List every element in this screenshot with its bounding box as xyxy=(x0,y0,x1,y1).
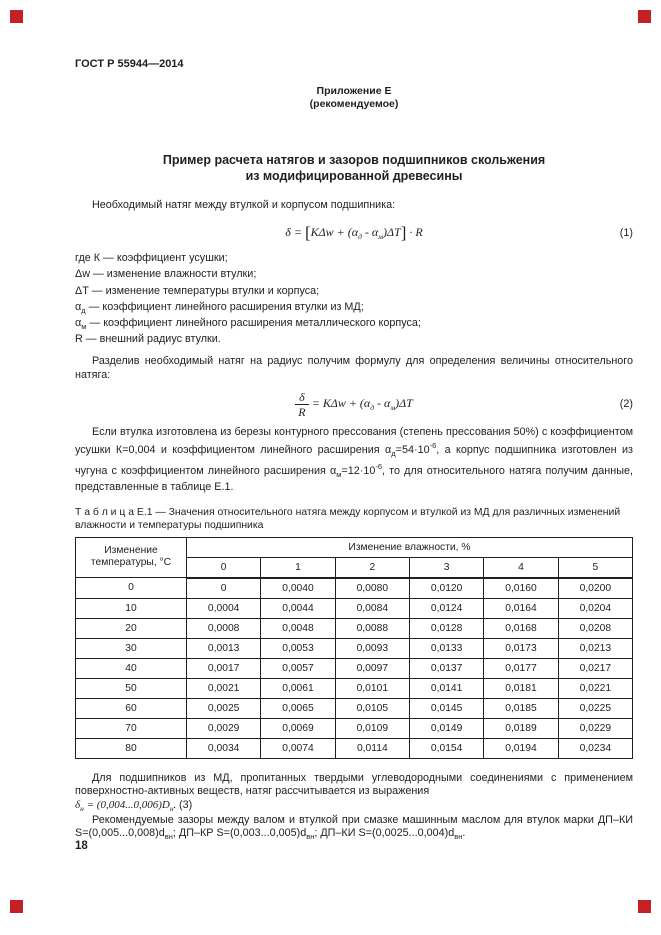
formula-2-number: (2) xyxy=(619,398,633,411)
formula-1-row xyxy=(75,223,633,243)
cell-value: 0,0145 xyxy=(409,698,483,718)
cell-value: 0,0029 xyxy=(187,718,261,738)
cell-value: 0,0057 xyxy=(261,658,335,678)
table-subheader: 3 xyxy=(409,557,483,578)
cell-temperature: 30 xyxy=(76,638,187,658)
text-segment: α xyxy=(75,317,82,330)
birch-paragraph xyxy=(75,426,633,495)
text-segment: = (0,004...0,006)D xyxy=(83,799,170,812)
cell-value: 0,0093 xyxy=(335,638,409,658)
text-segment: ΔТ — изменение температуры втулки и корпуса; xyxy=(75,284,320,297)
text-segment: α xyxy=(75,300,82,313)
subscript: м xyxy=(390,403,396,413)
close-bracket: ] xyxy=(400,223,407,243)
cell-value: 0,0053 xyxy=(261,638,335,658)
subscript: н xyxy=(169,804,174,814)
table-header-row xyxy=(76,537,633,557)
cell-value: 0,0181 xyxy=(484,678,558,698)
text-segment: =54·10 xyxy=(395,444,430,457)
cell-value: 0,0120 xyxy=(409,578,483,599)
cell-temperature: 40 xyxy=(76,658,187,678)
cell-value: 0 xyxy=(187,578,261,599)
cell-temperature: 50 xyxy=(76,678,187,698)
cell-value: 0,0154 xyxy=(409,738,483,758)
table-subheader: 0 xyxy=(187,557,261,578)
text-segment: Рекомендуемые зазоры между валом и втулкой при смазке машинным маслом для втулок марки ДП–КИ S=(0,005...0,008)d xyxy=(75,814,633,840)
cell-temperature: 10 xyxy=(76,598,187,618)
text-segment: =12·10 xyxy=(341,465,376,478)
cell-value: 0,0034 xyxy=(187,738,261,758)
cell-value: 0,0225 xyxy=(558,698,632,718)
cell-value: 0,0194 xyxy=(484,738,558,758)
cell-value: 0,0213 xyxy=(558,638,632,658)
doc-number: ГОСТ Р 55944—2014 xyxy=(75,58,184,70)
table-subheader: 1 xyxy=(261,557,335,578)
formula-1-number: (1) xyxy=(619,227,633,240)
text-segment: Δw — изменение влажности втулки; xyxy=(75,268,257,281)
fraction-denominator: R xyxy=(298,404,306,419)
table-caption: Т а б л и ц а Е.1 — Значения относительного натяга между корпусом и втулкой из МД для различных изменений влажности и температуры подшипника xyxy=(75,506,621,531)
cell-value: 0,0069 xyxy=(261,718,335,738)
text-segment: - α xyxy=(374,396,391,411)
subscript: вн xyxy=(164,832,173,842)
superscript: -6 xyxy=(429,441,437,451)
cell-value: 0,0017 xyxy=(187,658,261,678)
table-row xyxy=(76,618,633,638)
definition-item xyxy=(75,285,633,301)
cell-value: 0,0204 xyxy=(558,598,632,618)
table-row xyxy=(76,678,633,698)
cell-value: 0,0168 xyxy=(484,618,558,638)
table-header-humidity-group: Изменение влажности, % xyxy=(187,537,633,557)
text-segment: Если втулка изготовлена из березы контурного прессования (степень прессования 50%) с коэффициентом усушки К=0,004 и коэффициентом линейного расширения α xyxy=(75,425,633,457)
subscript: д xyxy=(391,449,396,459)
impregnated-paragraph: Для подшипников из МД, пропитанных твердыми углеводородными соединениями с применением поверхностно-активных веществ, натяг рассчитывается из выражения xyxy=(75,771,633,797)
table-header-temperature xyxy=(76,537,187,578)
formula-3-row xyxy=(75,799,633,813)
cell-temperature: 70 xyxy=(76,718,187,738)
page-number: 18 xyxy=(75,840,88,852)
text-segment: = КΔw + (α xyxy=(308,396,371,411)
cell-value: 0,0101 xyxy=(335,678,409,698)
cell-value: 0,0080 xyxy=(335,578,409,599)
cell-value: 0,0177 xyxy=(484,658,558,678)
intro-paragraph: Необходимый натяг между втулкой и корпусом подшипника: xyxy=(92,199,396,211)
cell-value: 0,0114 xyxy=(335,738,409,758)
formula-3 xyxy=(75,799,180,814)
text-segment: R — внешний радиус втулки. xyxy=(75,333,221,346)
registration-mark-top-left xyxy=(10,10,23,23)
registration-mark-bottom-right xyxy=(638,900,651,913)
definitions-list xyxy=(75,252,633,349)
subscript: д xyxy=(358,232,362,242)
cell-value: 0,0004 xyxy=(187,598,261,618)
text-segment: , то для относительного натяга получим данные, представленные в таблице Е.1. xyxy=(75,465,633,494)
text-segment: )ΔТ xyxy=(382,225,401,240)
superscript: -6 xyxy=(375,462,383,472)
divide-paragraph: Разделив необходимый натяг на радиус получим формулу для определения величины относительного натяга: xyxy=(75,355,633,381)
registration-mark-bottom-left xyxy=(10,900,23,913)
text-segment: δ = xyxy=(285,225,305,240)
registration-mark-top-right xyxy=(638,10,651,23)
text-segment: КΔw + (α xyxy=(310,225,359,240)
text-segment: . xyxy=(462,827,466,840)
text-segment: — коэффициент линейного расширения втулки из МД; xyxy=(85,300,364,313)
cell-value: 0,0141 xyxy=(409,678,483,698)
cell-value: 0,0061 xyxy=(261,678,335,698)
cell-value: 0,0133 xyxy=(409,638,483,658)
subscript: вн xyxy=(454,832,463,842)
subscript: м xyxy=(81,322,87,332)
cell-temperature: 20 xyxy=(76,618,187,638)
subscript: м xyxy=(336,470,342,480)
cell-value: 0,0164 xyxy=(484,598,558,618)
text-segment: - α xyxy=(361,225,379,240)
cell-value: 0,0084 xyxy=(335,598,409,618)
open-bracket: [ xyxy=(304,223,311,243)
text-segment: δ xyxy=(75,799,81,812)
cell-value: 0,0109 xyxy=(335,718,409,738)
appendix-note: (рекомендуемое) xyxy=(309,98,399,110)
cell-value: 0,0008 xyxy=(187,618,261,638)
text-segment: · R xyxy=(406,225,423,240)
table-subheader: 5 xyxy=(558,557,632,578)
cell-value: 0,0234 xyxy=(558,738,632,758)
table-row xyxy=(76,578,633,599)
table-e1 xyxy=(75,537,633,759)
text-segment: ; ДП–КИ S=(0,0025...0,004)d xyxy=(314,827,455,840)
cell-value: 0,0185 xyxy=(484,698,558,718)
cell-value: 0,0105 xyxy=(335,698,409,718)
table-subheader: 4 xyxy=(484,557,558,578)
table-row xyxy=(76,658,633,678)
cell-value: 0,0221 xyxy=(558,678,632,698)
table-row xyxy=(76,718,633,738)
cell-value: 0,0074 xyxy=(261,738,335,758)
cell-value: 0,0097 xyxy=(335,658,409,678)
cell-value: 0,0088 xyxy=(335,618,409,638)
text-segment: , а корпус подшипника изготовлен из чугуна с коэффициентом линейного расширения α xyxy=(75,444,634,478)
text-segment: )ΔТ xyxy=(395,396,413,411)
cell-temperature: 80 xyxy=(76,738,187,758)
definition-item xyxy=(75,301,633,317)
table-row xyxy=(76,598,633,618)
subscript: д xyxy=(81,305,86,315)
formula-1 xyxy=(285,223,423,243)
cell-value: 0,0025 xyxy=(187,698,261,718)
subscript: д xyxy=(370,403,375,413)
cell-value: 0,0044 xyxy=(261,598,335,618)
cell-value: 0,0021 xyxy=(187,678,261,698)
page-title-line1: Пример расчета натягов и зазоров подшипников скольжения xyxy=(162,153,546,167)
cell-value: 0,0013 xyxy=(187,638,261,658)
text-segment: где К — коэффициент усушки; xyxy=(75,252,228,265)
text-segment: ; ДП–КР S=(0,003...0,005)d xyxy=(172,827,307,840)
cell-temperature: 60 xyxy=(76,698,187,718)
cell-value: 0,0065 xyxy=(261,698,335,718)
cell-value: 0,0200 xyxy=(558,578,632,599)
table-row xyxy=(76,698,633,718)
table-subheader: 2 xyxy=(335,557,409,578)
cell-temperature: 0 xyxy=(76,578,187,599)
fraction-numerator: δ xyxy=(295,391,309,405)
fraction xyxy=(295,391,309,418)
cell-value: 0,0208 xyxy=(558,618,632,638)
definition-item xyxy=(75,252,633,268)
text-segment: — коэффициент линейного расширения металлического корпуса; xyxy=(86,317,421,330)
cell-value: 0,0217 xyxy=(558,658,632,678)
cell-value: 0,0160 xyxy=(484,578,558,599)
subscript: вн xyxy=(306,832,315,842)
cell-value: 0,0173 xyxy=(484,638,558,658)
page-title xyxy=(75,152,633,184)
subscript: м xyxy=(378,232,383,242)
appendix-label: Приложение Е xyxy=(316,85,392,97)
subscript: н xyxy=(80,804,84,814)
table-row xyxy=(76,738,633,758)
cell-value: 0,0128 xyxy=(409,618,483,638)
appendix-heading xyxy=(75,85,633,111)
cell-value: 0,0048 xyxy=(261,618,335,638)
table-header-temperature-label: Изменение температуры, °С xyxy=(90,544,172,569)
cell-value: 0,0189 xyxy=(484,718,558,738)
formula-2-row xyxy=(75,391,633,418)
text-segment: . xyxy=(173,799,180,812)
cell-value: 0,0229 xyxy=(558,718,632,738)
table-row xyxy=(76,638,633,658)
cell-value: 0,0149 xyxy=(409,718,483,738)
formula-2 xyxy=(295,389,413,419)
page-content xyxy=(75,58,633,843)
formula-3-number: (3) xyxy=(179,799,193,812)
definition-item xyxy=(75,268,633,284)
clearances-paragraph xyxy=(75,814,633,843)
definition-item xyxy=(75,317,633,333)
page-title-line2: из модифицированной древесины xyxy=(245,169,463,183)
cell-value: 0,0040 xyxy=(261,578,335,599)
cell-value: 0,0124 xyxy=(409,598,483,618)
cell-value: 0,0137 xyxy=(409,658,483,678)
definition-item xyxy=(75,333,633,349)
